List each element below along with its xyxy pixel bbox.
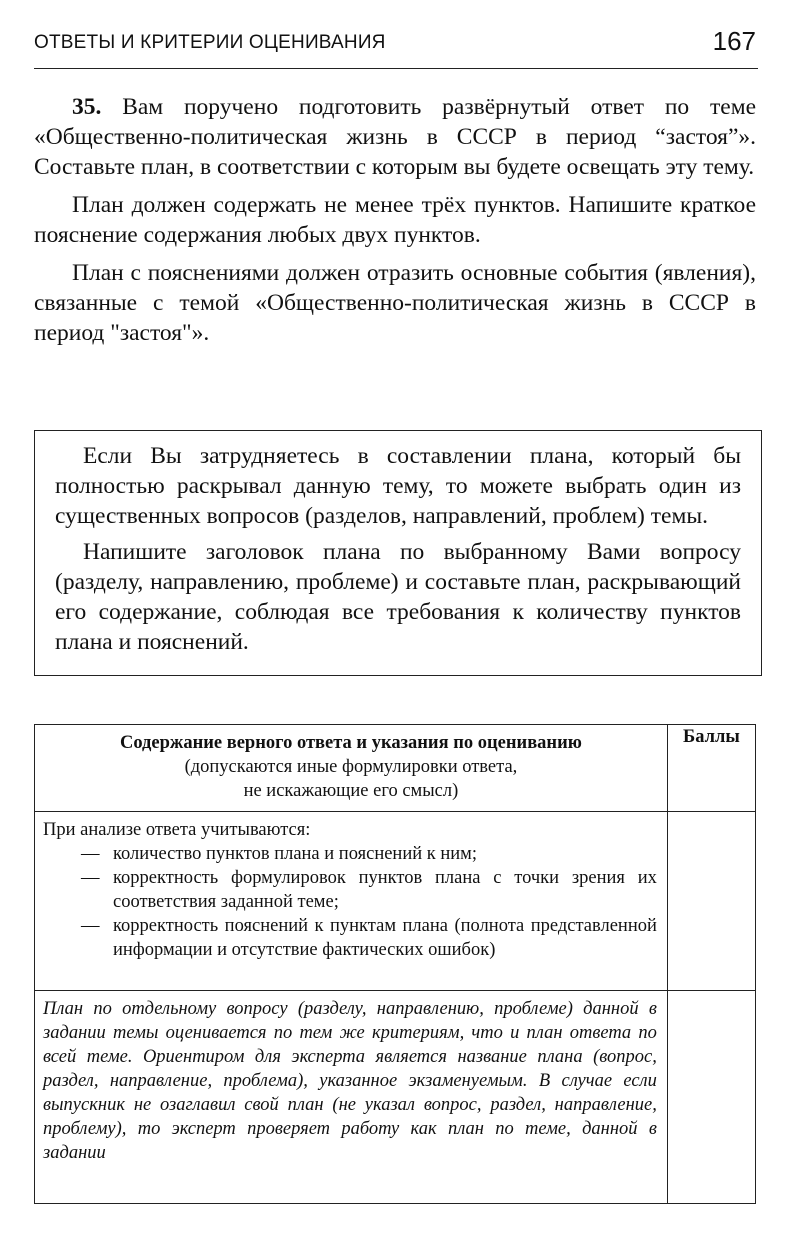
task-paragraph-2: План должен содержать не менее трёх пунктов. Напишите краткое пояснение содержания любых двух пунктов. [34,192,756,248]
points-cell-empty [667,991,755,1204]
analysis-list [43,842,657,962]
table-header-row [35,725,756,812]
task-text-1: Вам поручено подготовить развёрнутый ответ по теме «Общественно-политическая жизнь в СССР в период “застоя”». Составьте план, в соответствии с которым вы будете освещать эту тему. [34,94,756,180]
task-paragraph-3: План с пояснениями должен отразить основные события (явления), связанные с темой «Общественно-политическая жизнь в СССР в период "застоя"». [34,260,756,346]
table-row [35,812,756,991]
task-paragraph-1 [34,92,756,182]
task-35 [34,92,756,356]
header-content-cell [35,725,668,812]
dash-marker: — [81,844,100,864]
analysis-item-text: корректность пояснений к пунктам плана (полнота представленной информации и отсутствие фактических ошибок) [113,916,657,960]
points-cell-empty [667,812,755,991]
list-item [43,866,657,914]
hint-paragraph-1: Если Вы затрудняетесь в составлении плана, который бы полностью раскрывал данную тему, то можете выбрать один из существенных вопросов (разделов, направлений, проблем) темы. [55,443,741,529]
running-title: ОТВЕТЫ И КРИТЕРИИ ОЦЕНИВАНИЯ [34,32,386,53]
header-content-note-1: (допускаются иные формулировки ответа, [184,757,518,777]
header-content-title: Содержание верного ответа и указания по оцениванию [119,733,582,753]
header-points-label: Баллы [683,727,740,747]
header-content-note-2: не искажающие его смысл) [243,781,459,801]
table-row [35,991,756,1204]
page-header [34,24,758,69]
list-item [43,914,657,962]
task-number: 35. [72,94,102,120]
analysis-intro: При анализе ответа учитываются: [43,820,311,840]
analysis-cell [35,812,668,991]
note-cell: План по отдельному вопросу (разделу, направлению, проблеме) данной в задании темы оценивается по тем же критериям, что и план ответа по всей теме. Ориентиром для эксперта является название плана (вопрос, раздел, направление, проблема), указанное экзаменуемым. В случае если выпускник не озаглавил свой план (не указал вопрос, раздел, направление, проблему), то эксперт проверяет работу как план по теме, данной в задании [35,991,668,1204]
dash-marker: — [81,916,100,936]
list-item [43,842,657,866]
page-number: 167 [712,26,756,56]
analysis-item-text: количество пунктов плана и пояснений к ним; [113,844,478,864]
header-points-cell [667,725,755,812]
hint-box [34,430,762,676]
hint-paragraph-2: Напишите заголовок плана по выбранному Вами вопросу (разделу, направлению, проблеме) и составьте план, раскрывающий его содержание, соблюдая все требования к количеству пунктов плана и пояснений. [55,539,741,655]
analysis-item-text: корректность формулировок пунктов плана с точки зрения их соответствия заданной теме; [113,868,657,912]
criteria-table [34,724,756,1204]
dash-marker: — [81,868,100,888]
